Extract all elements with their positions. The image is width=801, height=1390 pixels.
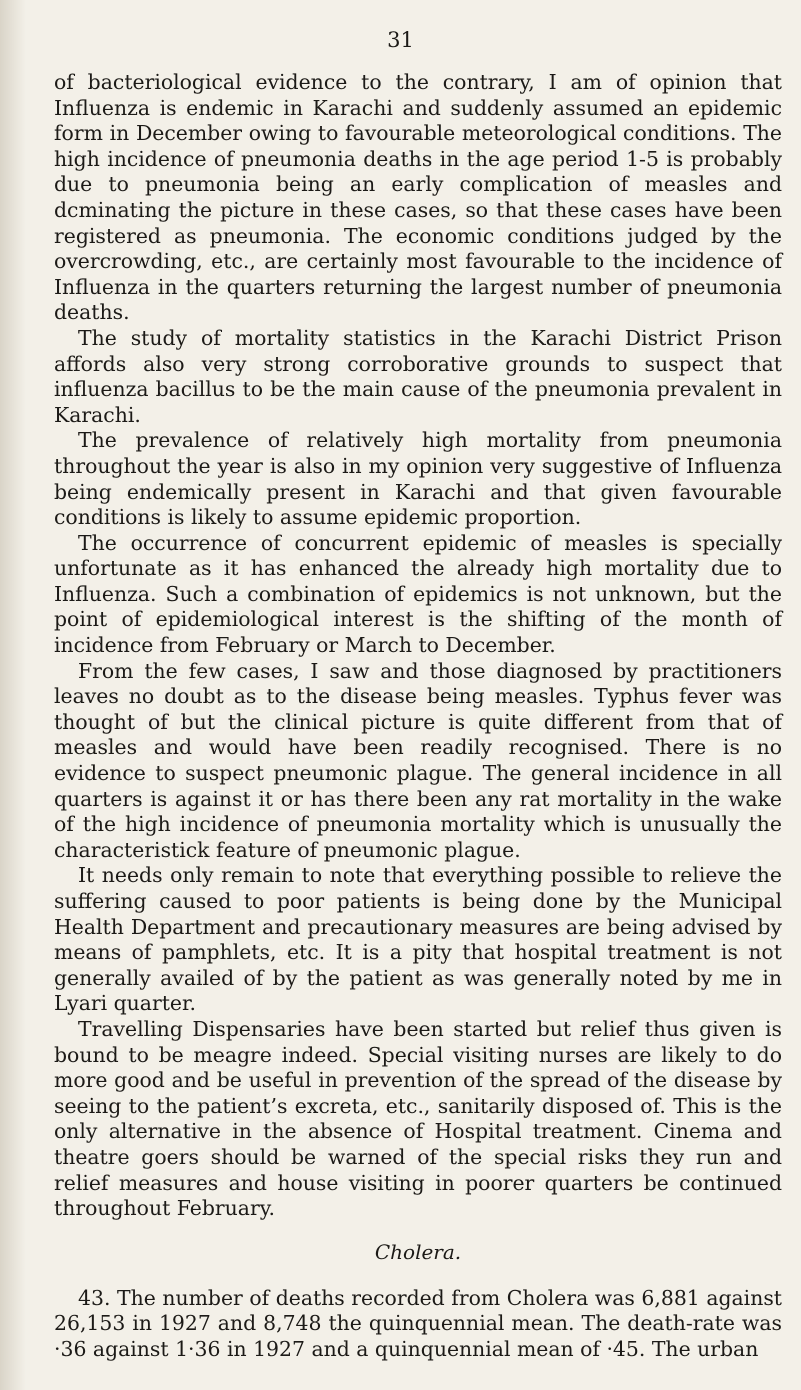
paragraph-3: The prevalence of relatively high mortality from pneumonia throughout the year is also in my opinion very suggestive of Influenza being endemically present in Karachi and that given favourable conditions is likely to assume epidemic proportion. <box>54 428 782 530</box>
paragraph-6: It needs only remain to note that everything possible to relieve the suffering caused to poor patients is being done by the Municipal Health Department and precautionary measures are being advised by means of pamphlets, etc. It is a pity that hospital treatment is not generally availed of by the patient as was generally noted by me in Lyari quarter. <box>54 863 782 1016</box>
paragraph-1: of bacteriological evidence to the contrary, I am of opinion that Influenza is endemic in Karachi and suddenly assumed an epidemic form in December owing to favourable meteorological conditions. The high incidence of pneumonia deaths in the age period 1-5 is probably due to pneumonia being an early complication of measles and dcminating the picture in these cases, so that these cases have been registered as pneumonia. The economic conditions judged by the overcrowding, etc., are certainly most favourable to the incidence of Influenza in the quarters returning the largest number of pneumonia deaths. <box>54 70 782 325</box>
document-body <box>54 70 782 1363</box>
paragraph-5: From the few cases, I saw and those diagnosed by practitioners leaves no doubt as to the disease being measles. Typhus fever was thought of but the clinical picture is quite different from that of measles and would have been readily recognised. There is no evidence to suspect pneumonic plague. The general incidence in all quarters is against it or has there been any rat mortality in the wake of the high incidence of pneumonia mortality which is unusually the characteristick feature of pneumonic plague. <box>54 658 782 862</box>
page-number: 31 <box>387 28 414 52</box>
page-edge-shadow <box>0 0 26 1390</box>
paragraph-7: Travelling Dispensaries have been started but relief thus given is bound to be meagre indeed. Special visiting nurses are likely to do more good and be useful in prevention of the spread of the disease by seeing to the patient’s excreta, etc., sanitarily disposed of. This is the only alternative in the absence of Hospital treatment. Cinema and theatre goers should be warned of the special risks they run and relief measures and house visiting in poorer quarters be continued throughout February. <box>54 1016 782 1221</box>
paragraph-cholera-43: 43. The number of deaths recorded from Cholera was 6,881 against 26,153 in 1927 and 8,748 the quinquennial mean. The death-rate was ·36 against 1·36 in 1927 and a quinquennial mean of ·45. The urban <box>54 1285 782 1361</box>
paragraph-4: The occurrence of concurrent epidemic of measles is specially unfortunate as it has enhanced the already high mortality due to Influenza. Such a combination of epidemics is not unknown, but the point of epidemiological interest is the shifting of the month of incidence from February or March to December. <box>54 530 782 658</box>
paragraph-2: The study of mortality statistics in the Karachi District Prison affords also very strong corroborative grounds to suspect that influenza bacillus to be the main cause of the pneumonia prevalent in Karachi. <box>54 325 782 427</box>
section-heading-cholera: Cholera. <box>374 1239 462 1264</box>
